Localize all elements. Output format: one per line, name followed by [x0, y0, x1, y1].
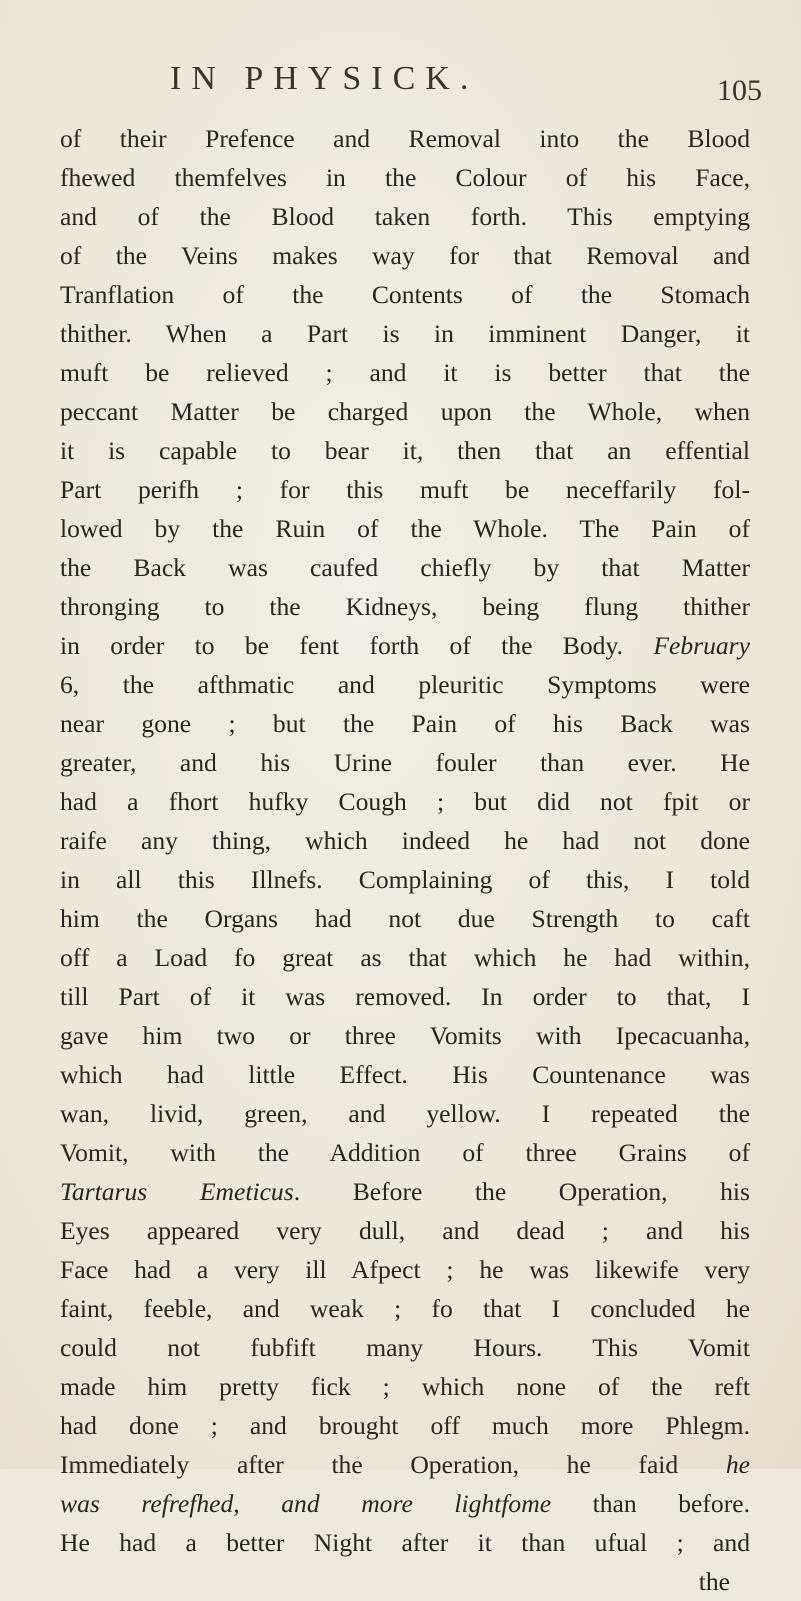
text-line — [60, 1172, 750, 1211]
text-run: Vomit, with the Addition of three Grains of — [60, 1138, 750, 1167]
running-head: IN PHYSICK. — [170, 60, 479, 97]
text-run: faint, feeble, and weak ; fo that I concluded he — [60, 1294, 750, 1323]
text-run: greater, and his Urine fouler than ever. He — [60, 748, 750, 777]
text-run: wan, livid, green, and yellow. I repeated the — [60, 1099, 750, 1128]
italic-text: Tartarus Emeticus — [60, 1177, 294, 1206]
body-text — [60, 119, 750, 1601]
text-run: the — [698, 1567, 730, 1596]
text-run: of their Prefence and Removal into the Blood — [60, 124, 750, 153]
text-line — [60, 1250, 750, 1289]
text-run: off a Load fo great as that which he had within, — [60, 943, 750, 972]
text-line — [60, 392, 750, 431]
text-run: and of the Blood taken forth. This emptying — [60, 202, 750, 231]
text-line — [60, 899, 750, 938]
text-line — [60, 1484, 750, 1523]
text-run: of the Veins makes way for that Removal and — [60, 241, 750, 270]
text-run: him the Organs had not due Strength to caft — [60, 904, 750, 933]
text-run: He had a better Night after it than ufual ; and — [60, 1528, 750, 1557]
text-run: 6, the afthmatic and pleuritic Symptoms were — [60, 670, 750, 699]
text-line — [60, 1094, 750, 1133]
text-run: in all this Illnefs. Complaining of this, I told — [60, 865, 750, 894]
text-line — [60, 938, 750, 977]
text-run: in order to be fent forth of the Body. — [60, 631, 654, 660]
text-line — [60, 1328, 750, 1367]
text-line — [60, 782, 750, 821]
text-line — [60, 509, 750, 548]
text-run: gave him two or three Vomits with Ipecacuanha, — [60, 1021, 750, 1050]
text-run: . Before the Operation, his — [293, 1177, 750, 1206]
text-line — [60, 1289, 750, 1328]
text-run: had done ; and brought off much more Phlegm. — [60, 1411, 750, 1440]
text-line — [60, 1133, 750, 1172]
text-run: Tranflation of the Contents of the Stomach — [60, 280, 750, 309]
text-line — [60, 470, 750, 509]
text-run: the Back was caufed chiefly by that Matter — [60, 553, 750, 582]
text-line — [60, 197, 750, 236]
text-line — [60, 821, 750, 860]
text-run: lowed by the Ruin of the Whole. The Pain of — [60, 514, 750, 543]
text-run: muft be relieved ; and it is better that the — [60, 358, 750, 387]
text-run: had a fhort hufky Cough ; but did not fpit or — [60, 787, 750, 816]
text-run: thronging to the Kidneys, being flung thither — [60, 592, 750, 621]
text-line — [60, 1445, 750, 1484]
text-line — [60, 1406, 750, 1445]
text-run: till Part of it was removed. In order to that, I — [60, 982, 750, 1011]
text-run: Eyes appeared very dull, and dead ; and his — [60, 1216, 750, 1245]
text-line — [60, 587, 750, 626]
page-number: 105 — [717, 74, 762, 107]
text-line — [60, 1055, 750, 1094]
text-run: , — [233, 1489, 282, 1518]
text-line — [60, 275, 750, 314]
text-run: Immediately after the Operation, he faid — [60, 1450, 726, 1479]
text-line — [60, 1523, 750, 1562]
text-run: thither. When a Part is in imminent Danger, it — [60, 319, 750, 348]
text-run: Part perifh ; for this muft be neceffarily fol- — [60, 475, 750, 504]
text-run: it is capable to bear it, then that an effential — [60, 436, 750, 465]
italic-text: was refrefhed — [60, 1489, 234, 1518]
text-run: peccant Matter be charged upon the Whole, when — [60, 397, 750, 426]
text-run: could not fubfift many Hours. This Vomit — [60, 1333, 750, 1362]
text-line — [60, 314, 750, 353]
text-run: which had little Effect. His Countenance was — [60, 1060, 750, 1089]
text-line — [60, 704, 750, 743]
text-line — [60, 665, 750, 704]
text-line — [60, 353, 750, 392]
text-line — [60, 1211, 750, 1250]
text-run: than before. — [551, 1489, 750, 1518]
text-line — [60, 548, 750, 587]
text-line — [60, 626, 750, 665]
text-line — [60, 119, 750, 158]
text-run: made him pretty fick ; which none of the reft — [60, 1372, 750, 1401]
text-line — [60, 860, 750, 899]
text-line — [60, 158, 750, 197]
text-line — [60, 1016, 750, 1055]
text-line — [60, 236, 750, 275]
text-run: raife any thing, which indeed he had not done — [60, 826, 750, 855]
text-line — [60, 1562, 750, 1601]
italic-text: and more lightfome — [281, 1489, 552, 1518]
italic-text: he — [725, 1450, 750, 1479]
text-line — [60, 1367, 750, 1406]
text-run: near gone ; but the Pain of his Back was — [60, 709, 750, 738]
text-run: fhewed themfelves in the Colour of his Face, — [60, 163, 750, 192]
italic-text: February — [653, 631, 750, 660]
text-run: Face had a very ill Afpect ; he was likewife very — [60, 1255, 750, 1284]
text-line — [60, 431, 750, 470]
text-line — [60, 977, 750, 1016]
text-line — [60, 743, 750, 782]
